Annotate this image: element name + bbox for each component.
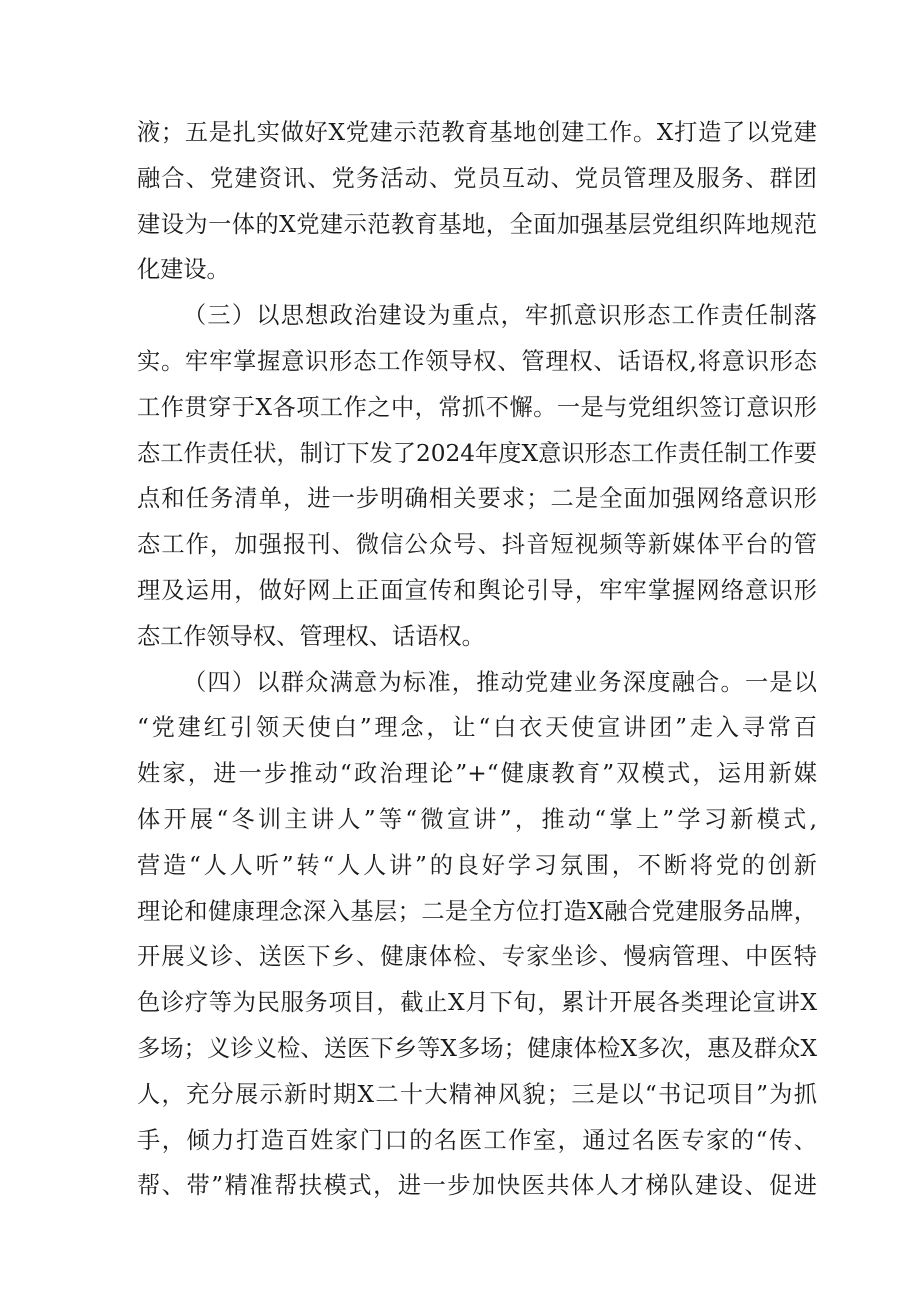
paragraph-heading-line: （三）以思想政治建设为重点，牢抓意识形态工作责任制落 [183, 302, 817, 330]
text-line: 融合、党建资讯、党务活动、党员互动、党员管理及服务、群团 [137, 164, 817, 192]
text-line: 化建设。 [137, 256, 230, 284]
text-line: 点和任务清单，进一步明确相关要求；二是全面加强网络意识形 [137, 485, 817, 513]
text-line: 工作贯穿于X各项工作之中，常抓不懈。一是与党组织签订意识形 [137, 393, 817, 421]
text-line: “党建红引领天使白”理念，让“白衣天使宣讲团”走入寻常百 [137, 714, 817, 742]
text-line: 手，倾力打造百姓家门口的名医工作室，通过名医专家的“传、 [137, 1126, 817, 1154]
text-line: 人，充分展示新时期X二十大精神风貌；三是以“书记项目”为抓 [137, 1080, 817, 1108]
text-line: 态工作，加强报刊、微信公众号、抖音短视频等新媒体平台的管 [137, 531, 817, 559]
text-line: 态工作责任状，制订下发了2024年度X意识形态工作责任制工作要 [137, 439, 817, 467]
text-line: 多场；义诊义检、送医下乡等X多场；健康体检X多次，惠及群众X [137, 1034, 817, 1062]
text-line: 理论和健康理念深入基层；二是全方位打造X融合党建服务品牌， [137, 897, 817, 925]
text-line: 理及运用，做好网上正面宣传和舆论引导，牢牢掌握网络意识形 [137, 576, 817, 604]
text-line: 营造“人人听”转“人人讲”的良好学习氛围，不断将党的创新 [137, 851, 817, 879]
text-line: 体开展“冬训主讲人”等“微宣讲”，推动“掌上”学习新模式, [137, 805, 817, 833]
text-line: 帮、带”精准帮扶模式，进一步加快医共体人才梯队建设、促进 [137, 1172, 817, 1200]
text-line: 液；五是扎实做好X党建示范教育基地创建工作。X打造了以党建 [137, 119, 817, 146]
text-line: 姓家，进一步推动“政治理论”+“健康教育”双模式，运用新媒 [137, 760, 817, 788]
text-line: 开展义诊、送医下乡、健康体检、专家坐诊、慢病管理、中医特 [137, 943, 817, 971]
text-line: 实。牢牢掌握意识形态工作领导权、管理权、话语权,将意识形态 [137, 347, 817, 375]
paragraph-heading-line: （四）以群众满意为标准，推动党建业务深度融合。一是以 [183, 668, 817, 696]
document-body [137, 110, 817, 1209]
text-line: 态工作领导权、管理权、话语权。 [137, 622, 485, 650]
text-line: 色诊疗等为民服务项目，截止X月下旬，累计开展各类理论宣讲X [137, 989, 817, 1017]
text-line: 建设为一体的X党建示范教育基地，全面加强基层党组织阵地规范 [137, 210, 817, 238]
